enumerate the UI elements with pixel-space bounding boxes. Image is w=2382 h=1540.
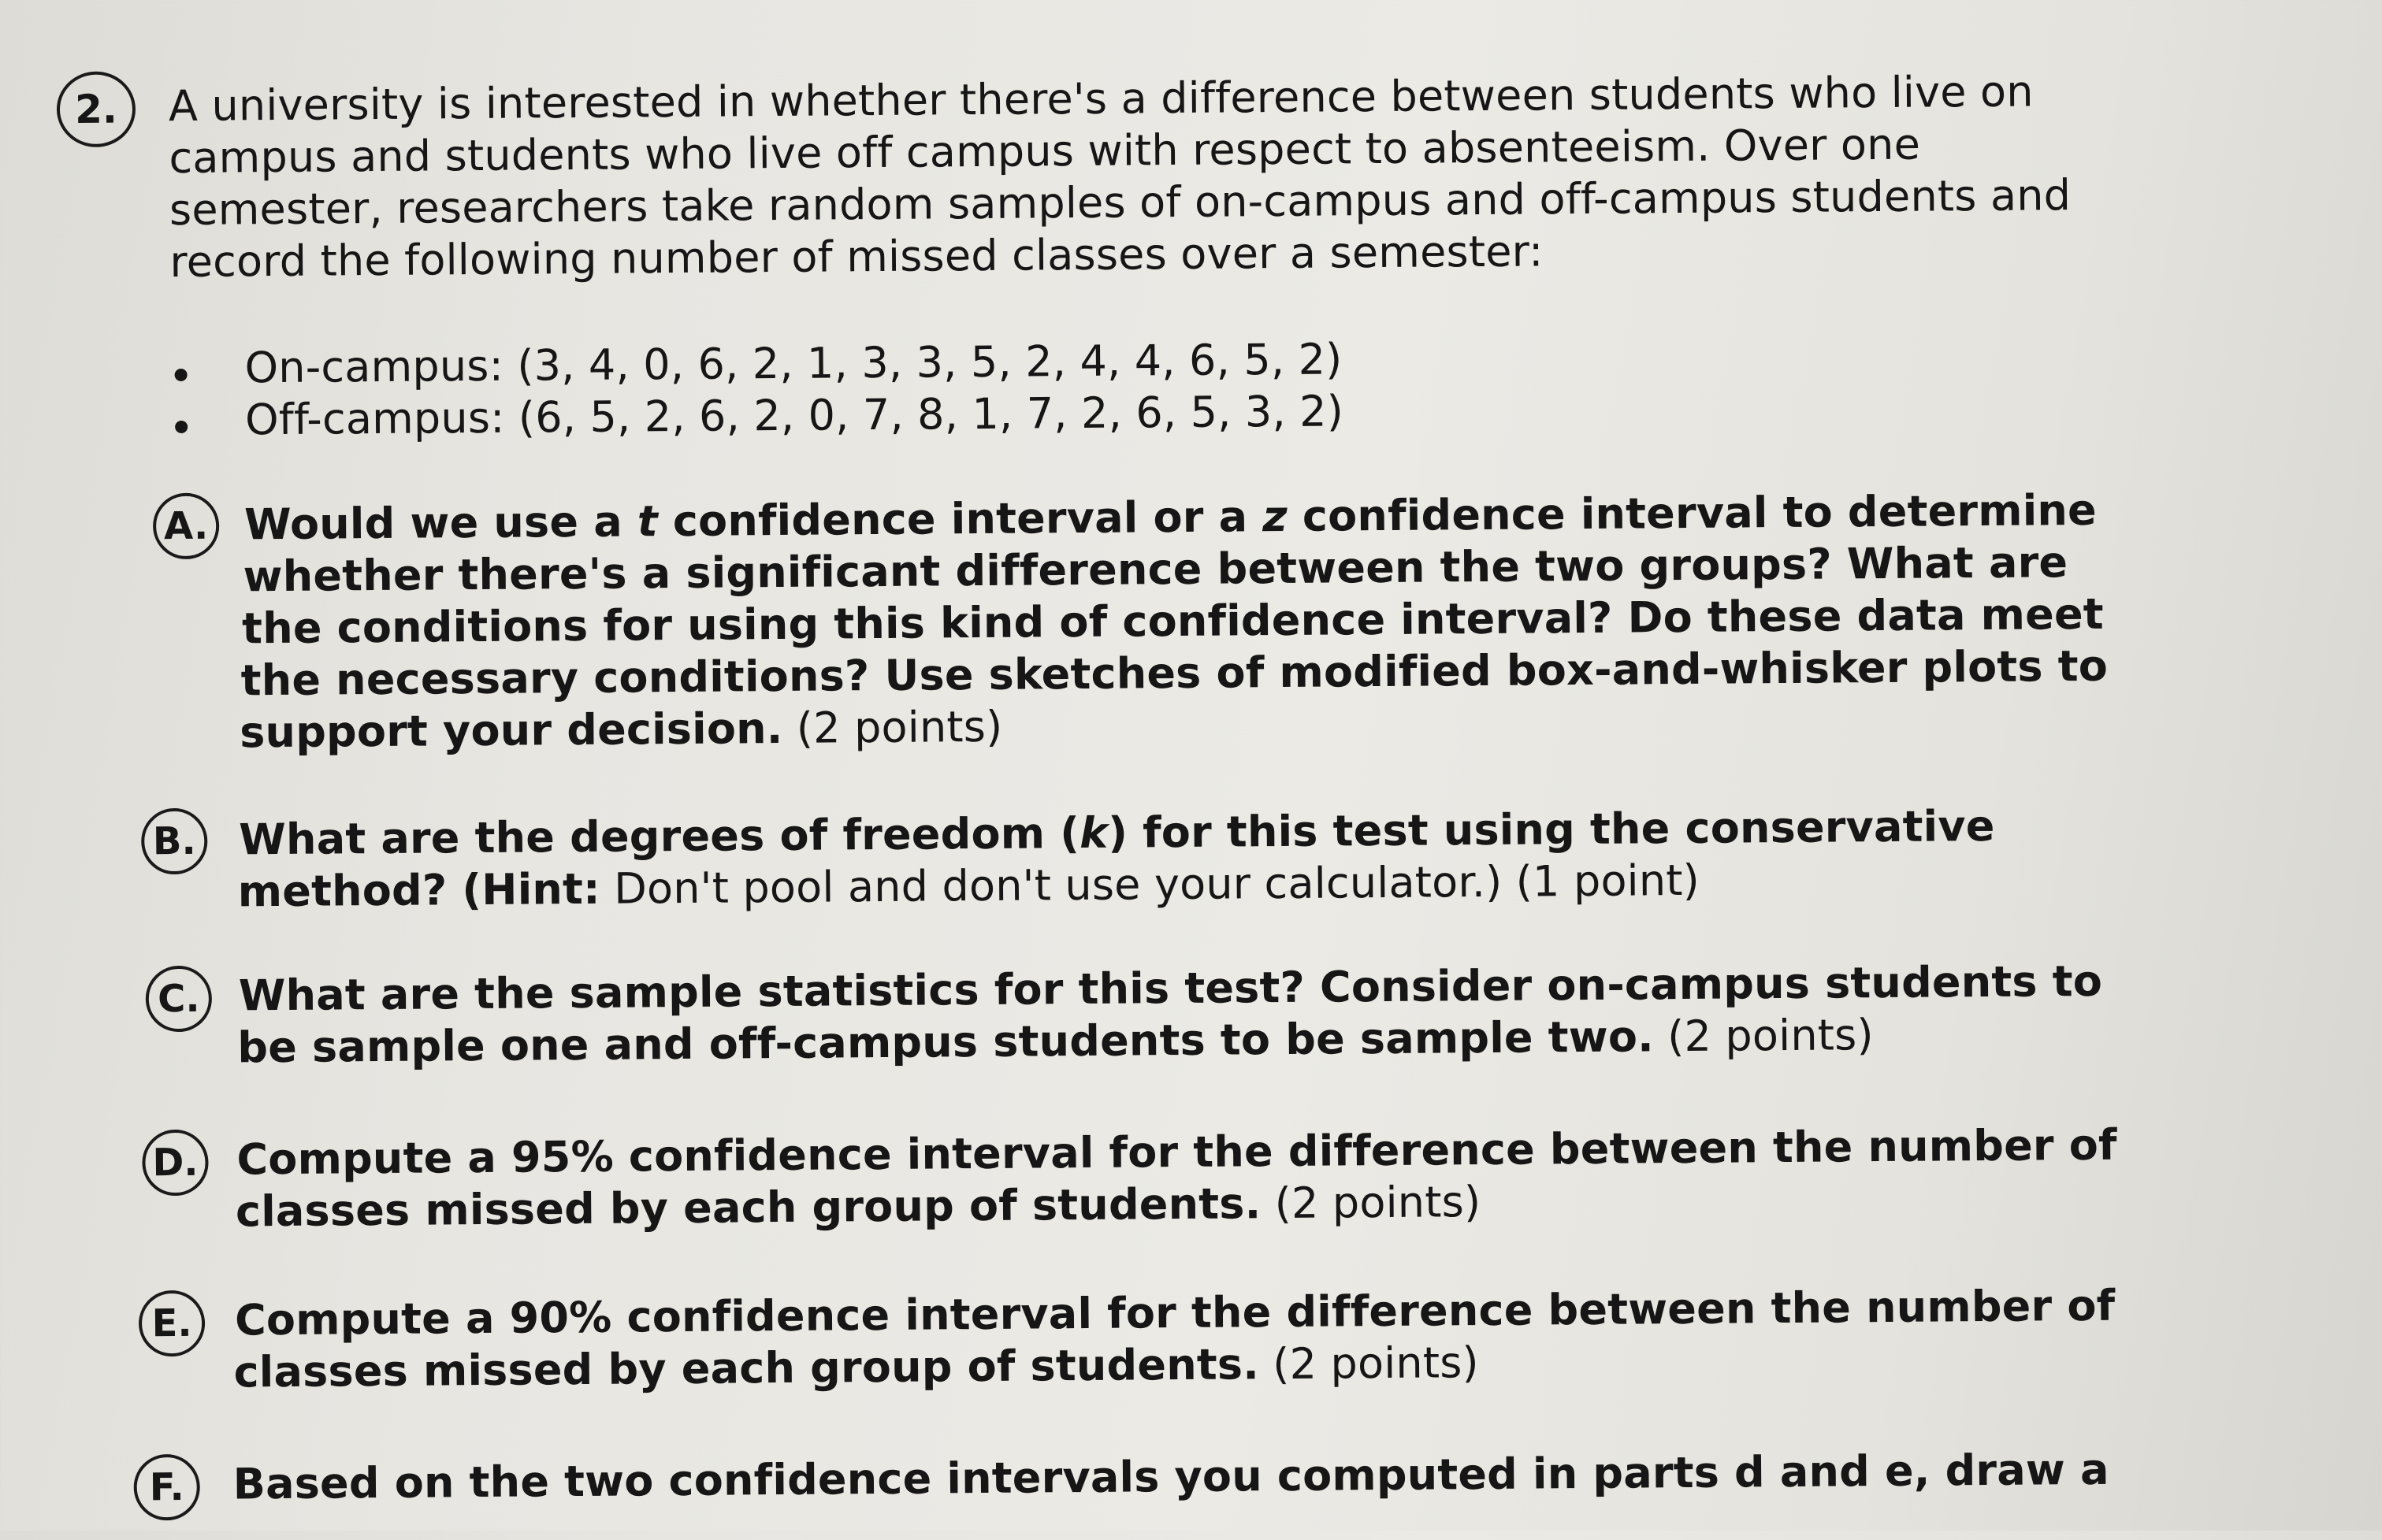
part-b-text: What are the degrees of freedom ( — [239, 808, 1080, 865]
bullet-dot — [175, 421, 188, 433]
part-b-text: method? (Hint: — [237, 863, 601, 917]
part-b-line-1 — [239, 800, 1995, 866]
part-e-line-1: Compute a 90% confidence interval for the difference between the number of — [234, 1280, 2116, 1345]
part-b-line-2 — [238, 855, 1700, 918]
part-d-line-1: Compute a 95% confidence interval for the difference between the number of — [236, 1119, 2117, 1185]
on-campus-data: On-campus: (3, 4, 0, 6, 2, 1, 3, 3, 5, 2, 4, 4, 6, 5, 2) — [244, 334, 1343, 393]
part-a-line-3: the conditions for using this kind of confidence interval? Do these data meet — [241, 588, 2105, 654]
part-f-circle — [133, 1454, 200, 1521]
intro-line-2: campus and students who live off campus with respect to absenteeism. Over one — [169, 119, 1921, 184]
intro-line-4: record the following number of missed classes over a semester: — [169, 226, 1544, 288]
question-number-circle — [57, 71, 136, 147]
part-a-text: Would we use a — [243, 496, 638, 550]
part-c-circle — [146, 966, 213, 1033]
part-d-letter: D. — [152, 1140, 199, 1186]
part-e-letter: E. — [151, 1301, 192, 1346]
intro-line-1: A university is interested in whether there's a difference between students who live on — [168, 66, 2034, 132]
off-campus-data: Off-campus: (6, 5, 2, 6, 2, 0, 7, 8, 1, 7, 2, 6, 5, 3, 2) — [244, 386, 1344, 445]
bullet-dot — [175, 369, 188, 381]
part-c-points: (2 points) — [1653, 1010, 1874, 1062]
part-d-circle — [142, 1130, 209, 1197]
part-c-line-1: What are the sample statistics for this test? Consider on-campus students to — [238, 956, 2103, 1021]
part-d-text: classes missed by each group of students. — [235, 1178, 1262, 1237]
part-a-text: confidence interval or a — [657, 492, 1263, 547]
t-symbol: t — [637, 496, 659, 547]
part-c-text: be sample one and off-campus students to be sample two. — [237, 1011, 1655, 1073]
part-f-line-1: Based on the two confidence intervals you computed in parts d and e, draw a — [232, 1444, 2109, 1509]
part-d-line-2 — [236, 1176, 1481, 1238]
part-a-letter: A. — [163, 503, 209, 549]
part-a-line-2: whether there's a significant difference between the two groups? What are — [243, 537, 2068, 602]
part-a-text: support your decision. — [239, 703, 783, 758]
part-e-text: classes missed by each group of students. — [233, 1339, 1260, 1397]
part-a-line-4: the necessary conditions? Use sketches of modified box-and-whisker plots to — [240, 640, 2109, 706]
part-e-circle — [139, 1290, 206, 1357]
intro-line-3: semester, researchers take random samples of on-campus and off-campus students and — [169, 170, 2072, 236]
part-a-points: (2 points) — [782, 701, 1003, 753]
part-a-line-5 — [240, 701, 1003, 759]
part-e-points: (2 points) — [1258, 1338, 1480, 1390]
question-number: 2. — [74, 86, 118, 133]
part-e-line-2 — [233, 1337, 1479, 1398]
part-b-text: ) for this test using the conservative — [1107, 800, 1995, 858]
part-f-letter: F. — [149, 1464, 184, 1510]
part-b-letter: B. — [152, 818, 196, 864]
part-b-circle — [141, 808, 208, 875]
part-b-hint: Don't pool and don't use your calculator.) (1 point) — [600, 855, 1700, 914]
part-a-circle — [153, 493, 220, 560]
part-a-text: confidence interval to determine — [1287, 484, 2098, 541]
part-c-letter: C. — [157, 976, 200, 1022]
z-symbol: z — [1262, 491, 1288, 542]
part-d-points: (2 points) — [1261, 1177, 1481, 1229]
k-symbol: k — [1079, 807, 1109, 859]
